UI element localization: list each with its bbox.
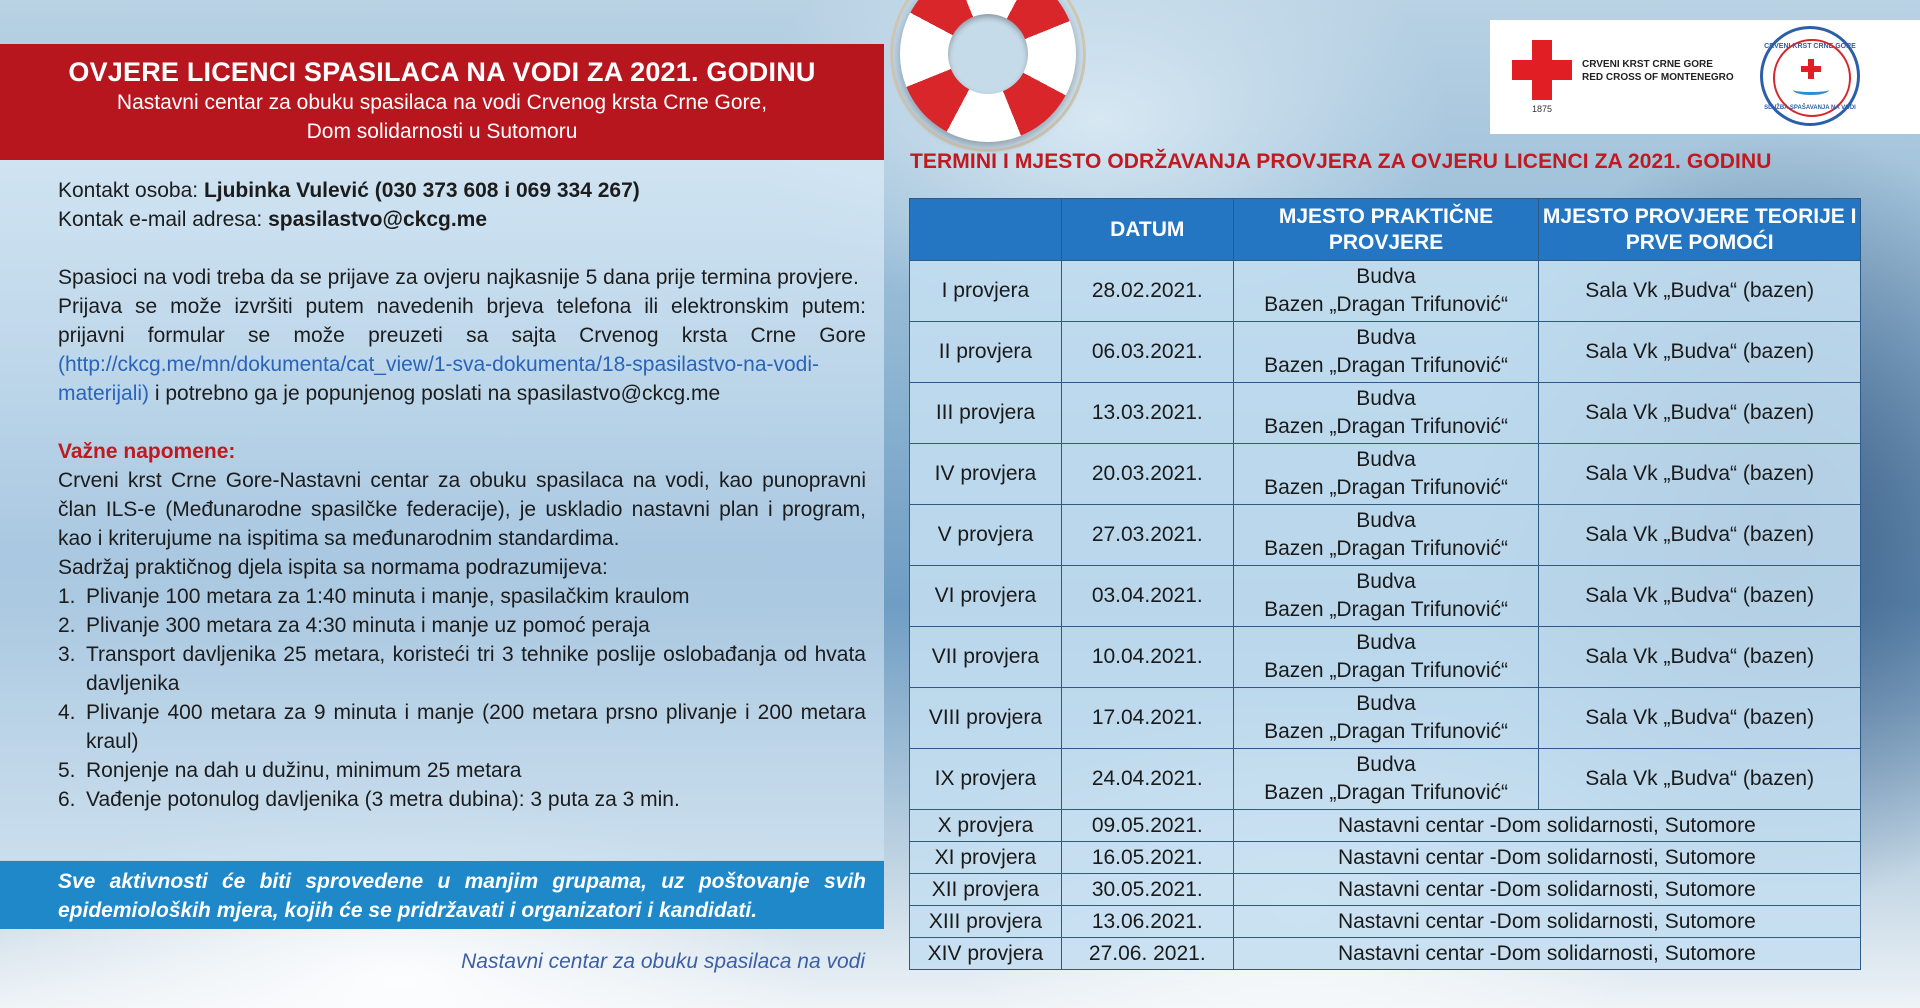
list-item-text: Ronjenje na dah u dužinu, minimum 25 metara <box>86 759 522 782</box>
subtitle-line1: Nastavni centar za obuku spasilaca na vodi Crvenog krsta Crne Gore, <box>116 91 768 114</box>
lifeguard-service-badge <box>1760 26 1860 126</box>
contact-value: Ljubinka Vulević (030 373 608 i 069 334 267) <box>203 179 640 202</box>
exam-requirements-list <box>58 582 866 814</box>
cell-date: 20.03.2021. <box>1061 444 1233 505</box>
list-item-number: 3. <box>58 643 76 666</box>
cell-practical-place <box>1233 749 1539 810</box>
cell-practical-city: Budva <box>1356 326 1416 349</box>
cell-theory-place: Sala Vk „Budva“ (bazen) <box>1539 444 1861 505</box>
cell-theory-place: Sala Vk „Budva“ (bazen) <box>1539 261 1861 322</box>
cell-merged-place: Nastavni centar -Dom solidarnosti, Sutomore <box>1233 938 1860 970</box>
cell-practical-venue: Bazen „Dragan Trifunović“ <box>1264 354 1509 377</box>
cell-practical-city: Budva <box>1356 265 1416 288</box>
contact-label: Kontakt osoba: <box>58 179 204 202</box>
important-notes-title: Važne napomene: <box>58 440 236 463</box>
cell-practical-city: Budva <box>1356 448 1416 471</box>
cell-check-name: X provjera <box>910 810 1062 842</box>
header-cell-date: DATUM <box>1061 199 1233 261</box>
table-row <box>910 627 1861 688</box>
cell-check-name: VI provjera <box>910 566 1062 627</box>
cell-check-name: VIII provjera <box>910 688 1062 749</box>
cell-theory-place: Sala Vk „Budva“ (bazen) <box>1539 627 1861 688</box>
logo-name-line2: RED CROSS OF MONTENEGRO <box>1582 72 1734 83</box>
epidemiological-note: Sve aktivnosti će biti sprovedene u manjim grupama, uz poštovanje svih epidemioloških mjera, kojih će se pridržavati i organizatori i kandidati. <box>0 861 884 929</box>
contact-line <box>58 176 866 205</box>
registration-deadline-text: Spasioci na vodi treba da se prijave za ovjeru najkasnije 5 dana prije termina provjere. <box>58 266 859 289</box>
email-value[interactable]: spasilastvo@ckcg.me <box>268 208 488 231</box>
red-cross-logo <box>1512 40 1572 100</box>
cell-practical-city: Budva <box>1356 753 1416 776</box>
list-item <box>58 698 866 756</box>
cell-check-name: XII provjera <box>910 874 1062 906</box>
table-row <box>910 906 1861 938</box>
cell-practical-venue: Bazen „Dragan Trifunović“ <box>1264 781 1509 804</box>
header-cell-theory-place: MJESTO PROVJERE TEORIJE I PRVE POMOĆI <box>1539 199 1861 261</box>
form-download-link[interactable]: (http://ckcg.me/mn/dokumenta/cat_view/1-sva-dokumenta/18-spasilastvo-na-vodi-materijali) <box>58 353 820 405</box>
cell-merged-place: Nastavni centar -Dom solidarnosti, Sutomore <box>1233 906 1860 938</box>
left-header <box>0 44 884 160</box>
cell-check-name: IX provjera <box>910 749 1062 810</box>
cell-check-name: I provjera <box>910 261 1062 322</box>
cell-practical-place <box>1233 383 1539 444</box>
cell-theory-place: Sala Vk „Budva“ (bazen) <box>1539 688 1861 749</box>
list-item <box>58 785 866 814</box>
table-row <box>910 566 1861 627</box>
table-row <box>910 383 1861 444</box>
cell-merged-place: Nastavni centar -Dom solidarnosti, Sutomore <box>1233 810 1860 842</box>
cell-check-name: III provjera <box>910 383 1062 444</box>
list-item-number: 4. <box>58 701 76 724</box>
table-row <box>910 505 1861 566</box>
list-item <box>58 640 866 698</box>
cell-practical-place <box>1233 566 1539 627</box>
list-item-text: Plivanje 100 metara za 1:40 minuta i manje, spasilačkim kraulom <box>86 585 690 608</box>
cell-check-name: XIII provjera <box>910 906 1062 938</box>
cell-check-name: V provjera <box>910 505 1062 566</box>
cell-practical-venue: Bazen „Dragan Trifunović“ <box>1264 476 1509 499</box>
cell-practical-venue: Bazen „Dragan Trifunović“ <box>1264 293 1509 316</box>
registration-method-text <box>58 292 866 408</box>
cell-check-name: II provjera <box>910 322 1062 383</box>
table-row <box>910 938 1861 970</box>
cell-date: 27.06. 2021. <box>1061 938 1233 970</box>
list-item <box>58 611 866 640</box>
list-item-number: 5. <box>58 759 76 782</box>
cell-date: 30.05.2021. <box>1061 874 1233 906</box>
cell-date: 10.04.2021. <box>1061 627 1233 688</box>
schedule-table <box>909 198 1861 970</box>
list-item-text: Plivanje 300 metara za 4:30 minuta i manje uz pomoć peraja <box>86 614 650 637</box>
cell-practical-place <box>1233 444 1539 505</box>
table-row <box>910 749 1861 810</box>
cell-practical-place <box>1233 627 1539 688</box>
list-item-number: 6. <box>58 788 76 811</box>
list-item-number: 1. <box>58 585 76 608</box>
table-row <box>910 444 1861 505</box>
logo-panel <box>1490 20 1920 134</box>
table-row <box>910 842 1861 874</box>
logo-year: 1875 <box>1532 104 1553 114</box>
page-title: OVJERE LICENCI SPASILACA NA VODI ZA 2021. GODINU <box>68 57 816 87</box>
badge-wave-icon <box>1793 85 1829 95</box>
cell-theory-place: Sala Vk „Budva“ (bazen) <box>1539 322 1861 383</box>
cell-practical-place <box>1233 322 1539 383</box>
cell-theory-place: Sala Vk „Budva“ (bazen) <box>1539 749 1861 810</box>
cell-theory-place: Sala Vk „Budva“ (bazen) <box>1539 566 1861 627</box>
cell-theory-place: Sala Vk „Budva“ (bazen) <box>1539 383 1861 444</box>
cell-practical-place <box>1233 505 1539 566</box>
registration-method-body: Prijava se može izvršiti putem navedenih brjeva telefona ili elektronskim putem: prijavni formular se može preuzeti sa sajta Crvenog krsta Crne Gore <box>58 295 866 347</box>
badge-text-top: CRVENI KRST CRNE GORE <box>1764 43 1856 50</box>
exam-list-intro: Sadržaj praktičnog djela ispita sa normama podrazumijeva: <box>58 556 608 579</box>
cell-check-name: IV provjera <box>910 444 1062 505</box>
cell-date: 17.04.2021. <box>1061 688 1233 749</box>
logo-name <box>1582 58 1734 84</box>
cell-check-name: VII provjera <box>910 627 1062 688</box>
cell-practical-venue: Bazen „Dragan Trifunović“ <box>1264 415 1509 438</box>
table-header-row <box>910 199 1861 261</box>
badge-text-bottom: SLUŽBA SPAŠAVANJA NA VODI <box>1764 105 1856 111</box>
schedule-title: TERMINI I MJESTO ODRŽAVANJA PROVJERA ZA OVJERU LICENCI ZA 2021. GODINU <box>910 150 1772 173</box>
cell-date: 13.06.2021. <box>1061 906 1233 938</box>
cell-date: 28.02.2021. <box>1061 261 1233 322</box>
header-cell-practical-place: MJESTO PRAKTIČNE PROVJERE <box>1233 199 1539 261</box>
table-row <box>910 874 1861 906</box>
email-line <box>58 205 866 234</box>
cell-theory-place: Sala Vk „Budva“ (bazen) <box>1539 505 1861 566</box>
cell-practical-city: Budva <box>1356 631 1416 654</box>
list-item-text: Vađenje potonulog davljenika (3 metra dubina): 3 puta za 3 min. <box>86 788 680 811</box>
important-notes-text: Crveni krst Crne Gore-Nastavni centar za obuku spasilaca na vodi, kao punopravni član ILS-e (Međunarodne spasilčke federacije), je uskladio nastavni plan i program, kao i kriterujume na ispitima sa međunarodnim standardima. <box>58 469 866 550</box>
list-item-text: Plivanje 400 metara za 9 minuta i manje (200 metara prsno plivanje i 200 metara kraul) <box>86 701 866 753</box>
registration-method-end: i potrebno ga je popunjenog poslati na spasilastvo@ckcg.me <box>149 382 721 405</box>
cell-date: 27.03.2021. <box>1061 505 1233 566</box>
cell-practical-city: Budva <box>1356 692 1416 715</box>
cell-date: 13.03.2021. <box>1061 383 1233 444</box>
cell-date: 03.04.2021. <box>1061 566 1233 627</box>
cell-practical-venue: Bazen „Dragan Trifunović“ <box>1264 720 1509 743</box>
cell-date: 06.03.2021. <box>1061 322 1233 383</box>
cell-date: 24.04.2021. <box>1061 749 1233 810</box>
list-item <box>58 582 866 611</box>
cell-check-name: XIV provjera <box>910 938 1062 970</box>
cell-date: 16.05.2021. <box>1061 842 1233 874</box>
cell-practical-venue: Bazen „Dragan Trifunović“ <box>1264 659 1509 682</box>
list-item <box>58 756 866 785</box>
cell-practical-place <box>1233 688 1539 749</box>
badge-cross-icon <box>1801 59 1821 79</box>
header-cell-empty <box>910 199 1062 261</box>
cell-practical-city: Budva <box>1356 387 1416 410</box>
cell-practical-place <box>1233 261 1539 322</box>
cell-date: 09.05.2021. <box>1061 810 1233 842</box>
signature: Nastavni centar za obuku spasilaca na vodi <box>461 950 865 973</box>
left-text <box>58 176 866 814</box>
list-item-number: 2. <box>58 614 76 637</box>
subtitle-line2: Dom solidarnosti u Sutomoru <box>306 120 578 143</box>
cell-merged-place: Nastavni centar -Dom solidarnosti, Sutomore <box>1233 874 1860 906</box>
logo-name-line1: CRVENI KRST CRNE GORE <box>1582 59 1713 70</box>
cell-merged-place: Nastavni centar -Dom solidarnosti, Sutomore <box>1233 842 1860 874</box>
table-row <box>910 322 1861 383</box>
cell-check-name: XI provjera <box>910 842 1062 874</box>
cell-practical-city: Budva <box>1356 570 1416 593</box>
email-label: Kontak e-mail adresa: <box>58 208 269 231</box>
cell-practical-venue: Bazen „Dragan Trifunović“ <box>1264 537 1509 560</box>
cell-practical-city: Budva <box>1356 509 1416 532</box>
table-row <box>910 688 1861 749</box>
list-item-text: Transport davljenika 25 metara, koristeći tri 3 tehnike poslije oslobađanja od hvata davljenika <box>86 643 866 695</box>
table-row <box>910 261 1861 322</box>
table-row <box>910 810 1861 842</box>
cell-practical-venue: Bazen „Dragan Trifunović“ <box>1264 598 1509 621</box>
